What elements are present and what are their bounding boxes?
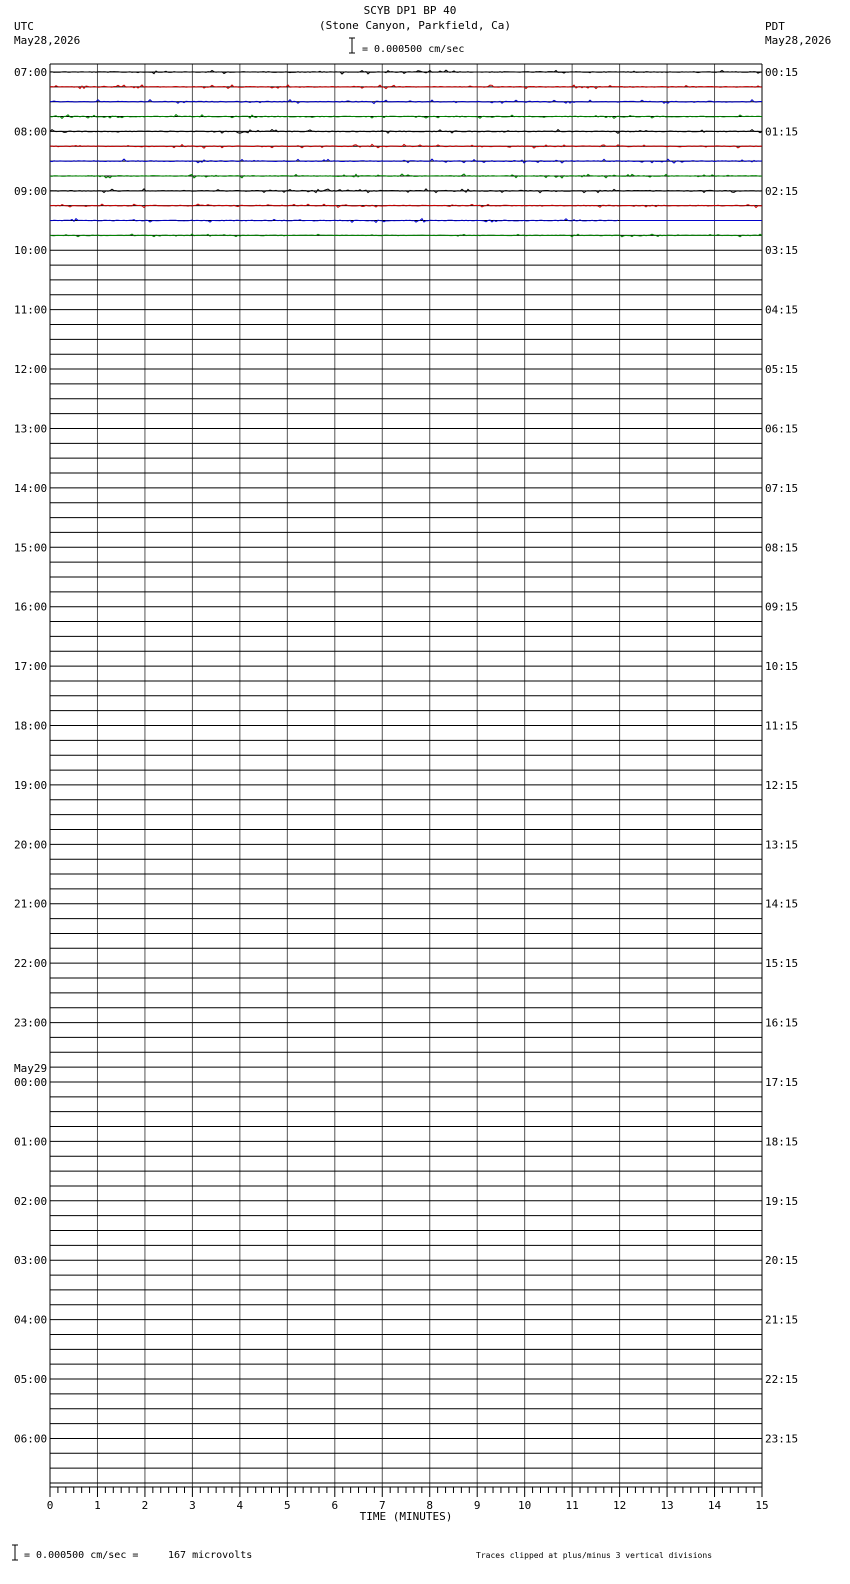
utc-hour-label: 09:00 xyxy=(14,184,48,198)
footer-scale-text: = 0.000500 cm/sec = xyxy=(24,1550,139,1561)
pdt-hour-label: 11:15 xyxy=(765,719,799,733)
pdt-hour-label: 15:15 xyxy=(765,957,799,971)
pdt-hour-label: 07:15 xyxy=(765,481,799,495)
x-tick-label: 10 xyxy=(518,1499,532,1512)
footer-clip-note: Traces clipped at plus/minus 3 vertical divisions xyxy=(476,1551,713,1560)
utc-hour-label: 06:00 xyxy=(14,1432,48,1446)
utc-hour-label: 10:00 xyxy=(14,244,48,258)
pdt-hour-label: 23:15 xyxy=(765,1432,799,1446)
x-tick-label: 11 xyxy=(565,1499,579,1512)
pdt-hour-label: 13:15 xyxy=(765,838,799,852)
x-tick-label: 12 xyxy=(612,1499,627,1512)
utc-hour-label: 20:00 xyxy=(14,838,48,852)
trace-row xyxy=(50,100,762,104)
x-tick-label: 3 xyxy=(189,1499,196,1512)
x-tick-label: 0 xyxy=(46,1499,54,1512)
pdt-hour-label: 12:15 xyxy=(765,778,799,792)
utc-hour-label: 03:00 xyxy=(14,1254,48,1268)
utc-hour-label: 00:00 xyxy=(14,1075,48,1089)
x-tick-label: 14 xyxy=(707,1499,722,1512)
trace-row-current xyxy=(50,234,762,237)
pdt-hour-label: 19:15 xyxy=(765,1194,799,1208)
scale-bar-icon xyxy=(349,38,355,53)
trace-row xyxy=(50,115,762,119)
utc-hour-label: 18:00 xyxy=(14,719,48,733)
x-tick-label: 7 xyxy=(378,1499,386,1512)
pdt-hour-label: 18:15 xyxy=(765,1135,799,1149)
pdt-hour-label: 17:15 xyxy=(765,1075,799,1089)
utc-hour-label: 15:00 xyxy=(14,541,48,555)
seismic-traces xyxy=(50,70,762,237)
pdt-hour-label: 22:15 xyxy=(765,1373,799,1387)
x-tick-label: 4 xyxy=(236,1499,244,1512)
x-tick-label: 13 xyxy=(660,1499,674,1512)
pdt-label: PDT xyxy=(765,20,785,33)
utc-date-change-label: May29 xyxy=(14,1061,48,1075)
pdt-hour-label: 06:15 xyxy=(765,422,799,436)
footer-microvolts: 167 microvolts xyxy=(168,1550,253,1561)
pdt-hour-label: 05:15 xyxy=(765,363,799,377)
x-tick-label: 2 xyxy=(141,1499,149,1512)
x-tick-label: 9 xyxy=(473,1499,481,1512)
utc-hour-label: 19:00 xyxy=(14,778,48,792)
pdt-hour-label: 10:15 xyxy=(765,660,799,674)
utc-hour-label: 22:00 xyxy=(14,957,48,971)
x-tick-label: 5 xyxy=(284,1499,291,1512)
trace-row xyxy=(50,144,762,148)
pdt-hour-label: 01:15 xyxy=(765,125,799,139)
x-axis-title: TIME (MINUTES) xyxy=(359,1510,453,1523)
utc-hour-label: 17:00 xyxy=(14,660,48,674)
pdt-hour-label: 20:15 xyxy=(765,1254,799,1268)
utc-hour-label: 23:00 xyxy=(14,1016,48,1030)
pdt-hour-label: 16:15 xyxy=(765,1016,799,1030)
utc-hour-label: 04:00 xyxy=(14,1313,48,1327)
trace-row xyxy=(50,219,618,223)
utc-hour-label: 13:00 xyxy=(14,422,48,436)
pdt-hour-label: 09:15 xyxy=(765,600,799,614)
utc-label: UTC xyxy=(14,20,34,33)
utc-hour-label: 21:00 xyxy=(14,897,48,911)
pdt-hour-label: 14:15 xyxy=(765,897,799,911)
pdt-hour-label: 04:15 xyxy=(765,303,799,317)
scale-text: = 0.000500 cm/sec xyxy=(362,44,465,55)
pdt-hour-label: 03:15 xyxy=(765,244,799,258)
utc-hour-label: 07:00 xyxy=(14,66,48,79)
trace-row xyxy=(50,130,762,134)
utc-hour-label: 14:00 xyxy=(14,481,48,495)
pdt-date: May28,2026 xyxy=(765,34,832,47)
footer-scale-bar-icon xyxy=(12,1545,18,1560)
subtitle: (Stone Canyon, Parkfield, Ca) xyxy=(318,19,512,32)
x-tick-label: 6 xyxy=(331,1499,339,1512)
utc-hour-label: 11:00 xyxy=(14,303,48,317)
trace-row xyxy=(50,189,762,193)
trace-row xyxy=(50,204,762,207)
x-tick-label: 1 xyxy=(94,1499,101,1512)
pdt-hour-label: 02:15 xyxy=(765,184,799,198)
x-tick-label: 8 xyxy=(426,1499,434,1512)
utc-hour-label: 16:00 xyxy=(14,600,48,614)
trace-row xyxy=(50,174,762,178)
plot-grid xyxy=(50,64,762,1497)
x-tick-label: 15 xyxy=(755,1499,769,1512)
pdt-hour-label: 21:15 xyxy=(765,1313,799,1327)
utc-hour-label: 08:00 xyxy=(14,125,48,139)
utc-date: May28,2026 xyxy=(14,34,81,47)
utc-hour-label: 12:00 xyxy=(14,363,48,377)
pdt-hour-label: 00:15 xyxy=(765,66,799,79)
utc-hour-label: 05:00 xyxy=(14,1373,48,1387)
trace-row xyxy=(50,159,762,163)
utc-hour-label: 01:00 xyxy=(14,1135,48,1149)
pdt-hour-label: 08:15 xyxy=(765,541,799,555)
utc-hour-label: 02:00 xyxy=(14,1194,48,1208)
trace-row xyxy=(50,85,762,89)
title: SCYB DP1 BP 40 xyxy=(363,4,457,17)
